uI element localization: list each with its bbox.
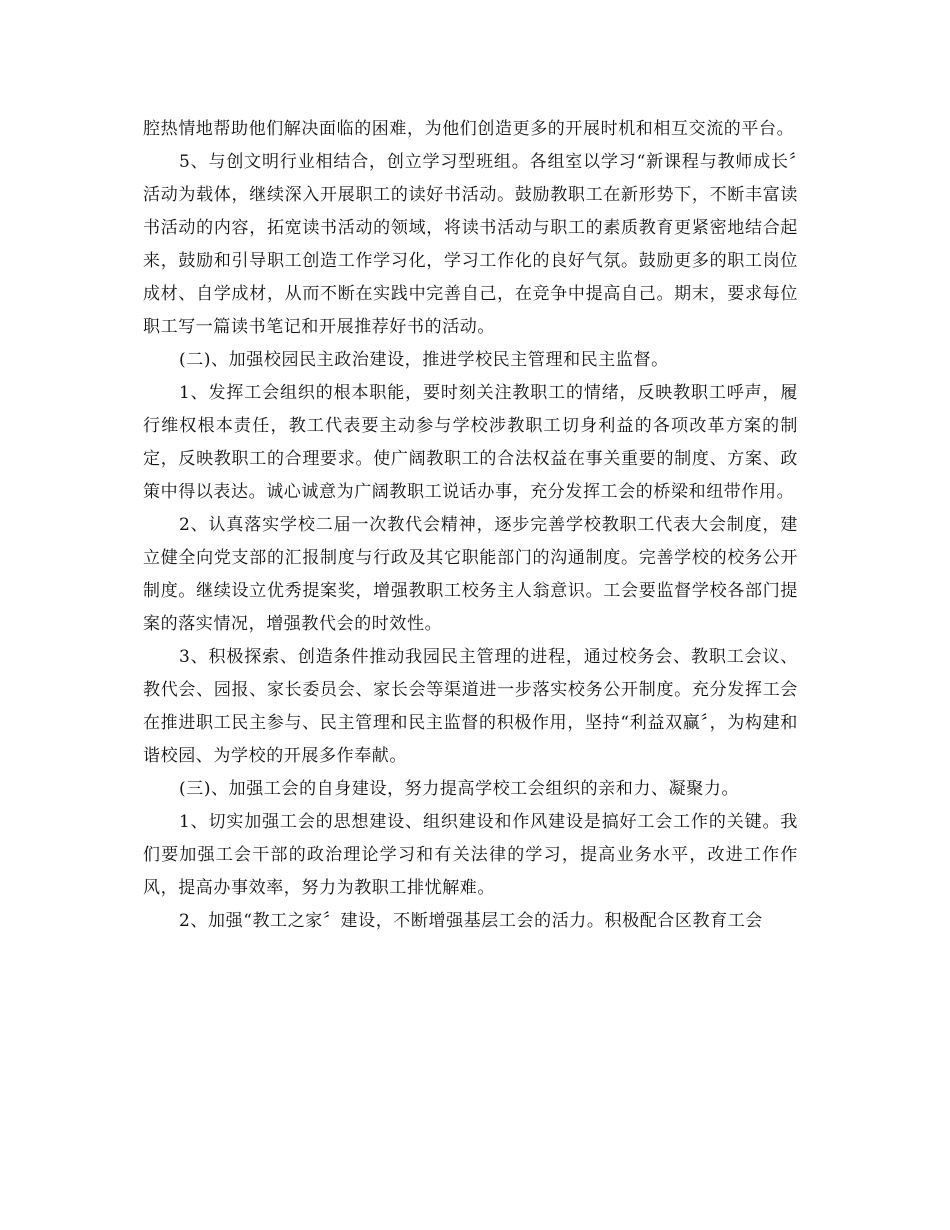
paragraph-item-2-staff-home: 2、加强“教工之家〞建设，不断增强基层工会的活力。积极配合区教育工会 (179, 911, 763, 931)
paragraph-item-1-union-functions: 1、发挥工会组织的根本职能，要时刻关注教职工的情绪，反映教职工呼声，履行维权根本责任，教工代表要主动参与学校涉教职工切身利益的各项改革方案的制定，反映教职工的合理要求。使广阔教职工的合法权益在事关重要的制度、方案、政策中得以表达。诚心诚意为广阔教职工说话办事，充分发挥工会的桥梁和纽带作用。 (143, 383, 798, 502)
paragraph-item-3-democratic-management: 3、积极探索、创造条件推动我园民主管理的进程，通过校务会、教职工会议、教代会、园报、家长委员会、家长会等渠道进一步落实校务公开制度。充分发挥工会在推进职工民主参与、民主管理和民主监督的积极作用，坚持“利益双赢〞，为构建和谐校园、为学校的开展多作奉献。 (143, 647, 798, 766)
paragraph-item-5-learning-groups: 5、与创文明行业相结合，创立学习型班组。各组室以学习“新课程与教师成长〞活动为载体，继续深入开展职工的读好书活动。鼓励教职工在新形势下，不断丰富读书活动的内容，拓宽读书活动的领域，将读书活动与职工的素质教育更紧密地结合起来，鼓励和引导职工创造工作学习化，学习工作化的良好气氛。鼓励更多的职工岗位成材、自学成材，从而不断在实践中完善自己，在竞争中提高自己。期末，要求每位职工写一篇读书笔记和开展推荐好书的活动。 (143, 152, 798, 337)
section-heading-2: (二)、加强校园民主政治建设，推进学校民主管理和民主监督。 (179, 350, 669, 370)
paragraph-continuation: 腔热情地帮助他们解决面临的困难，为他们创造更多的开展时机和相互交流的平台。 (143, 119, 795, 139)
section-heading-3: (三)、加强工会的自身建设，努力提高学校工会组织的亲和力、凝聚力。 (179, 779, 740, 799)
paragraph-item-1-self-construction: 1、切实加强工会的思想建设、组织建设和作风建设是搞好工会工作的关键。我们要加强工会干部的政治理论学习和有关法律的学习，提高业务水平，改进工作作风，提高办事效率，努力为教职工排忧解难。 (143, 812, 798, 898)
document-page (143, 113, 798, 938)
paragraph-item-2-congress-spirit: 2、认真落实学校二届一次教代会精神，逐步完善学校教职工代表大会制度，建立健全向党支部的汇报制度与行政及其它职能部门的沟通制度。完善学校的校务公开制度。继续设立优秀提案奖，增强教职工校务主人翁意识。工会要监督学校各部门提案的落实情况，增强教代会的时效性。 (143, 515, 798, 634)
